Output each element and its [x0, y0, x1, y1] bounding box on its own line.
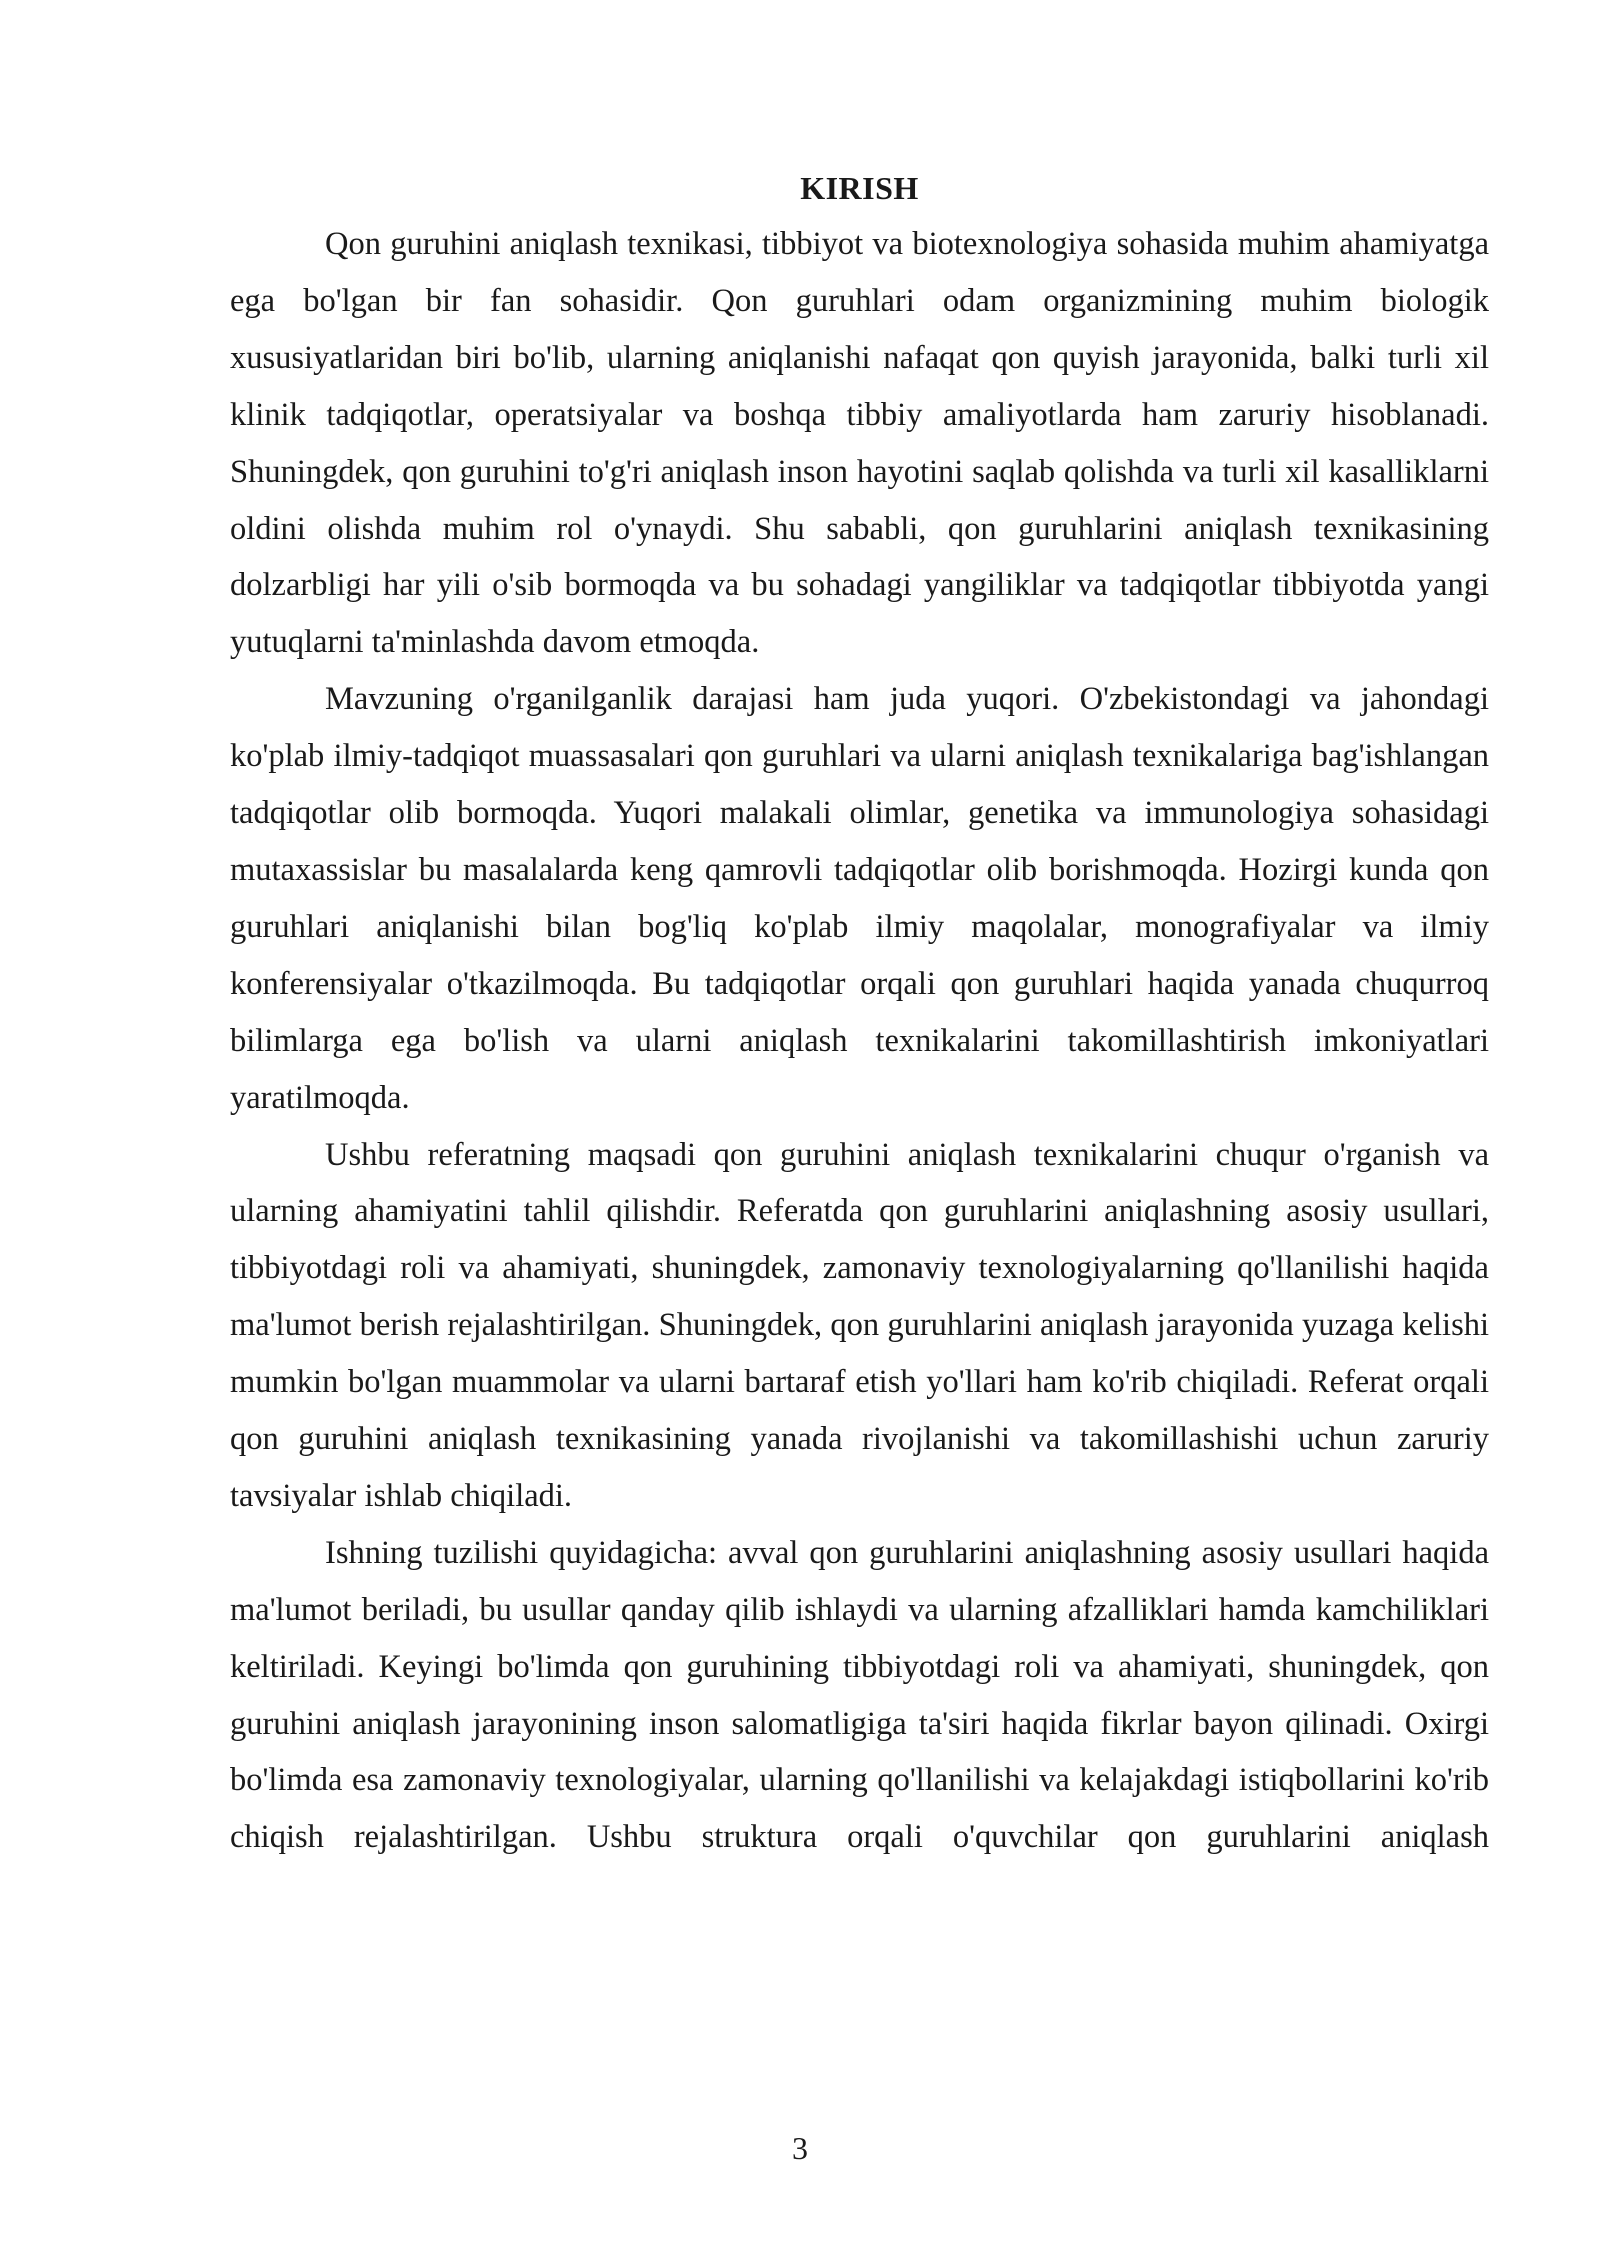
- paragraph-study-level: Mavzuning o'rganilganlik darajasi ham juda yuqori. O'zbekistondagi va jahondagi ko'plab ilmiy-tadqiqot muassasalari qon guruhlari va ularni aniqlash texnikalariga bag'ishlangan tadqiqotlar olib bormoqda. Yuqori malakali olimlar, genetika va immunologiya sohasidagi mutaxassislar bu masalalarda keng qamrovli tadqiqotlar olib borishmoqda. Hozirgi kunda qon guruhlari aniqlanishi bilan bog'liq ko'plab ilmiy maqolalar, monografiyalar va ilmiy konferensiyalar o'tkazilmoqda. Bu tadqiqotlar orqali qon guruhlari haqida yanada chuqurroq bilimlarga ega bo'lish va ularni aniqlash texnikalarini takomillashtirish imkoniyatlari yaratilmoqda.: [230, 681, 1489, 1116]
- paragraph-structure: Ishning tuzilishi quyidagicha: avval qon guruhlarini aniqlashning asosiy usullari haqida ma'lumot beriladi, bu usullar qanday qilib ishlaydi va ularning afzalliklari hamda kamchiliklari keltiriladi. Keyingi bo'limda qon guruhining tibbiyotdagi roli va ahamiyati, shuningdek, qon guruhini aniqlash jarayonining inson salomatligiga ta'siri haqida fikrlar bayon qilinadi. Oxirgi bo'limda esa zamonaviy texnologiyalar, ularning qo'llanilishi va kelajakdagi istiqbollarini ko'rib chiqish rejalashtirilgan. Ushbu struktura orqali o'quvchilar qon guruhlarini aniqlash: [230, 1534, 1489, 1856]
- section-title: KIRISH: [800, 170, 919, 206]
- page-number: 3: [792, 2130, 808, 2166]
- paragraph-purpose: Ushbu referatning maqsadi qon guruhini aniqlash texnikalarini chuqur o'rganish va ularning ahamiyatini tahlil qilishdir. Referatda qon guruhlarini aniqlashning asosiy usullari, tibbiyotdagi roli va ahamiyati, shuningdek, zamonaviy texnologiyalarning qo'llanilishi haqida ma'lumot berish rejalashtirilgan. Shuningdek, qon guruhlarini aniqlash jarayonida yuzaga kelishi mumkin bo'lgan muammolar va ularni bartaraf etish yo'llari ham ko'rib chiqiladi. Referat orqali qon guruhini aniqlash texnikasining yanada rivojlanishi va takomillashishi uchun zaruriy tavsiyalar ishlab chiqiladi.: [230, 1136, 1489, 1514]
- paragraph-intro-relevance: Qon guruhini aniqlash texnikasi, tibbiyot va biotexnologiya sohasida muhim ahamiyatga ega bo'lgan bir fan sohasidir. Qon guruhlari odam organizmining muhim biologik xususiyatlaridan biri bo'lib, ularning aniqlanishi nafaqat qon quyish jarayonida, balki turli xil klinik tadqiqotlar, operatsiyalar va boshqa tibbiy amaliyotlarda ham zaruriy hisoblanadi. Shuningdek, qon guruhini to'g'ri aniqlash inson hayotini saqlab qolishda va turli xil kasalliklarni oldini olishda muhim rol o'ynaydi. Shu sababli, qon guruhlarini aniqlash texnikasining dolzarbligi har yili o'sib bormoqda va bu sohadagi yangiliklar va tadqiqotlar tibbiyotda yangi yutuqlarni ta'minlashda davom etmoqda.: [230, 226, 1489, 661]
- page-content: [230, 160, 1489, 1866]
